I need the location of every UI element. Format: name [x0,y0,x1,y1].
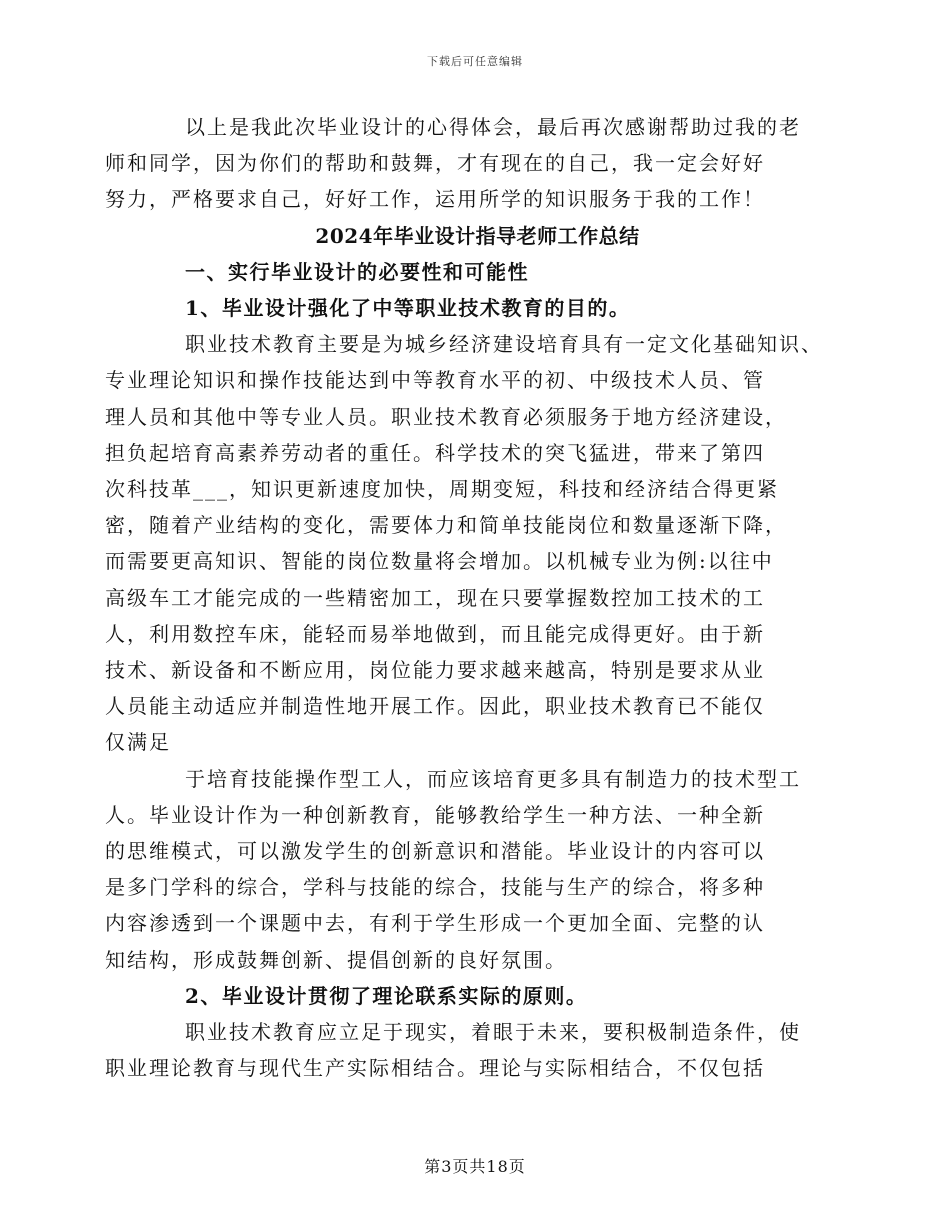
text-line: 的思维模式，可以激发学生的创新意识和潜能。毕业设计的内容可以 [105,839,765,864]
text-line: 专业理论知识和操作技能达到中等教育水平的初、中级技术人员、管 [105,368,765,393]
text-line: 技术、新设备和不断应用，岗位能力要求越来越高，特别是要求从业 [105,658,765,683]
text-line: 人员能主动适应并制造性地开展工作。因此，职业技术教育已不能仅 [105,694,765,719]
paragraph-innovation [105,761,810,978]
text-line: 师和同学，因为你们的帮助和鼓舞，才有现在的自己，我一定会好好 [105,151,765,176]
text-line: 理人员和其他中等专业人员。职业技术教育必须服务于地方经济建设， [105,404,787,429]
text-line: 职业技术教育主要是为城乡经济建设培育具有一定文化基础知识、 [185,332,823,357]
text-line: 仅满足 [105,730,171,755]
text-line: 知结构，形成鼓舞创新、提倡创新的良好氛围。 [105,947,567,972]
text-line: 人。毕业设计作为一种创新教育，能够教给学生一种方法、一种全新 [105,802,765,827]
section-heading: 一、实行毕业设计的必要性和可能性 [185,259,529,284]
document-title: 2024年毕业设计指导老师工作总结 [315,223,640,248]
text-line: 而需要更高知识、智能的岗位数量将会增加。以机械专业为例:以往中 [105,549,774,574]
subsection-heading: 2、毕业设计贯彻了理论联系实际的原则。 [185,983,588,1008]
page-header: 下载后可任意编辑 [427,55,523,68]
text-line: 于培育技能操作型工人，而应该培育更多具有制造力的技术型工 [185,766,801,791]
document-body [105,109,823,1086]
text-line: 内容渗透到一个课题中去，有利于学生形成一个更加全面、完整的认 [105,911,765,936]
text-line: 高级车工才能完成的一些精密加工，现在只要掌握数控加工技术的工 [105,585,765,610]
text-line: 职业技术教育应立足于现实，着眼于未来，要积极制造条件，使 [185,1020,801,1045]
text-line: 以上是我此次毕业设计的心得体会，最后再次感谢帮助过我的老 [185,115,801,139]
paragraph-theory-practice [105,1014,810,1086]
text-line: 密，随着产业结构的变化，需要体力和简单技能岗位和数量逐渐下降， [105,513,787,538]
text-line: 努力，严格要求自己，好好工作，运用所学的知识服务于我的工作！ [105,187,765,212]
paragraph-closing [105,109,810,218]
text-line: 次科技革___，知识更新速度加快，周期变短，科技和经济结合得更紧 [105,477,779,502]
page-number: 第3页共18页 [424,1157,526,1176]
text-line: 人，利用数控车床，能轻而易举地做到，而且能完成得更好。由于新 [105,621,765,646]
text-line: 职业理论教育与现代生产实际相结合。理论与实际相结合，不仅包括 [105,1056,765,1081]
text-line: 担负起培育高素养劳动者的重任。科学技术的突飞猛进，带来了第四 [105,440,765,465]
subsection-heading: 1、毕业设计强化了中等职业技术教育的目的。 [185,296,631,321]
text-line: 是多门学科的综合，学科与技能的综合，技能与生产的综合，将多种 [105,875,765,900]
paragraph-purpose [105,326,823,760]
